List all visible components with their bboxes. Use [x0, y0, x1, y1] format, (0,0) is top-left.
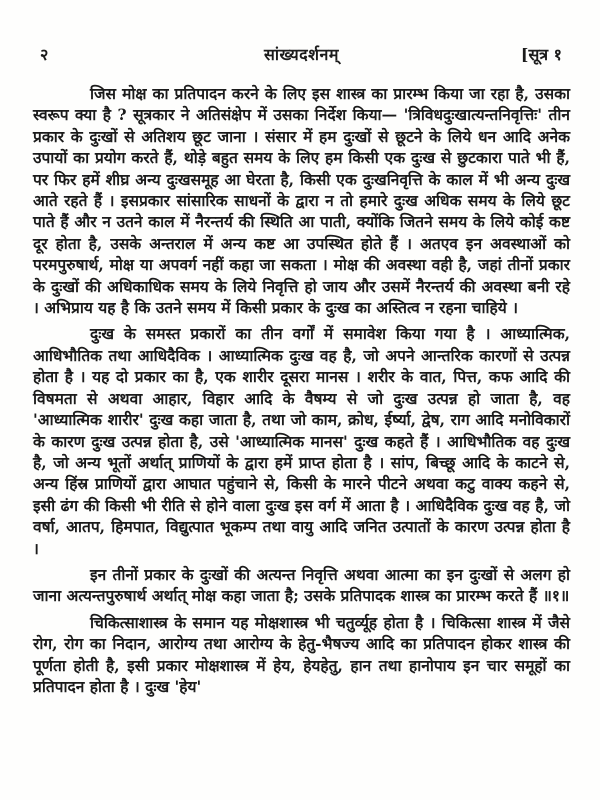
paragraph-chikitsa-comparison: चिकित्साशास्त्र के समान यह मोक्षशास्त्र भी चतुर्व्यूह होता है । चिकित्सा शास्त्र में जैसे रोग, रोग का निदान, आरोग्य तथा आरोग्य के हेतु-भैषज्य आदि का प्रतिपादन होकर शास्त्र की पूर्णता होती है, इसी प्रकार मोक्षशास्त्र में हेय, हेयहेतु, हान तथा हानोपाय इन चार समूहों का प्रतिपादन होता है । दुःख 'हेय'	[33, 612, 570, 696]
page-title: सांख्यदर्शनम्	[264, 45, 339, 64]
page-header	[33, 44, 570, 66]
page-number: २	[40, 45, 49, 64]
paragraph-moksha-intro: जिस मोक्ष का प्रतिपादन करने के लिए इस शास्त्र का प्रारम्भ किया जा रहा है, उसका स्वरूप क्या है ? सूत्रकार ने अतिसंक्षेप में उसका निर्देश किया— 'त्रिविधदुःखात्यन्तनिवृत्तिः' तीन प्रकार के दुःखों से अतिशय छूट जाना । संसार में हम दुःखों से छूटने के लिये धन आदि अनेक उपायों का प्रयोग करते हैं, थोड़े बहुत समय के लिए हम किसी एक दुःख से छुटकारा पाते भी हैं, पर फिर हमें शीघ्र अन्य दुःखसमूह आ घेरता है, किसी एक दुःखनिवृत्ति के काल में भी अन्य दुःख आते रहते हैं । इसप्रकार सांसारिक साधनों के द्वारा न तो हमारे दुःख अधिक समय के लिये छूट पाते हैं और न उतने काल में नैरन्तर्य की स्थिति आ पाती, क्योंकि जितने समय के लिये कोई कष्ट दूर होता है, उसके अन्तराल में अन्य कष्ट आ उपस्थित होते हैं । अतएव इन अवस्थाओं को परमपुरुषार्थ, मोक्ष या अपवर्ग नहीं कहा जा सकता । मोक्ष की अवस्था वही है, जहां तीनों प्रकार के दुःखों की अधिकाधिक समय के लिये निवृत्ति हो जाय और उसमें नैरन्तर्य की अवस्था बनी रहे । अभिप्राय यह है कि उतने समय में किसी प्रकार के दुःख का अस्तित्व न रहना चाहिये ।	[33, 84, 570, 318]
page-body	[33, 83, 570, 697]
sutra-reference: [सूत्र १	[520, 45, 562, 64]
paragraph-moksha-definition: इन तीनों प्रकार के दुःखों की अत्यन्त निवृत्ति अथवा आत्मा का इन दुःखों से अलग हो जाना अत्यन्तपुरुषार्थ अर्थात् मोक्ष कहा जाता है; उसके प्रतिपादक शास्त्र का प्रारम्भ करते हैं ॥१॥	[33, 564, 570, 606]
paragraph-dukha-types: दुःख के समस्त प्रकारों का तीन वर्गों में समावेश किया गया है । आध्यात्मिक, आधिभौतिक तथा आधिदैविक । आध्यात्मिक दुःख वह है, जो अपने आन्तरिक कारणों से उत्पन्न होता है । यह दो प्रकार का है, एक शारीर दूसरा मानस । शरीर के वात, पित्त, कफ आदि की विषमता से अथवा आहार, विहार आदि के वैषम्य से जो दुःख उत्पन्न हो जाता है, वह 'आध्यात्मिक शारीर' दुःख कहा जाता है, तथा जो काम, क्रोध, ईर्ष्या, द्वेष, राग आदि मनोविकारों के कारण दुःख उत्पन्न होता है, उसे 'आध्यात्मिक मानस' दुःख कहते हैं । आधिभौतिक वह दुःख है, जो अन्य भूतों अर्थात् प्राणियों के द्वारा हमें प्राप्त होता है । सांप, बिच्छू आदि के काटने से, अन्य हिंस्र प्राणियों द्वारा आघात पहुंचाने से, किसी के मारने पीटने अथवा कटु वाक्य कहने से, इसी ढंग की किसी भी रीति से होने वाला दुःख इस वर्ग में आता है । आधिदैविक दुःख वह है, जो वर्षा, आतप, हिमपात, विद्युत्पात भूकम्प तथा वायु आदि जनित उत्पातों के कारण उत्पन्न होता है ।	[33, 324, 570, 558]
